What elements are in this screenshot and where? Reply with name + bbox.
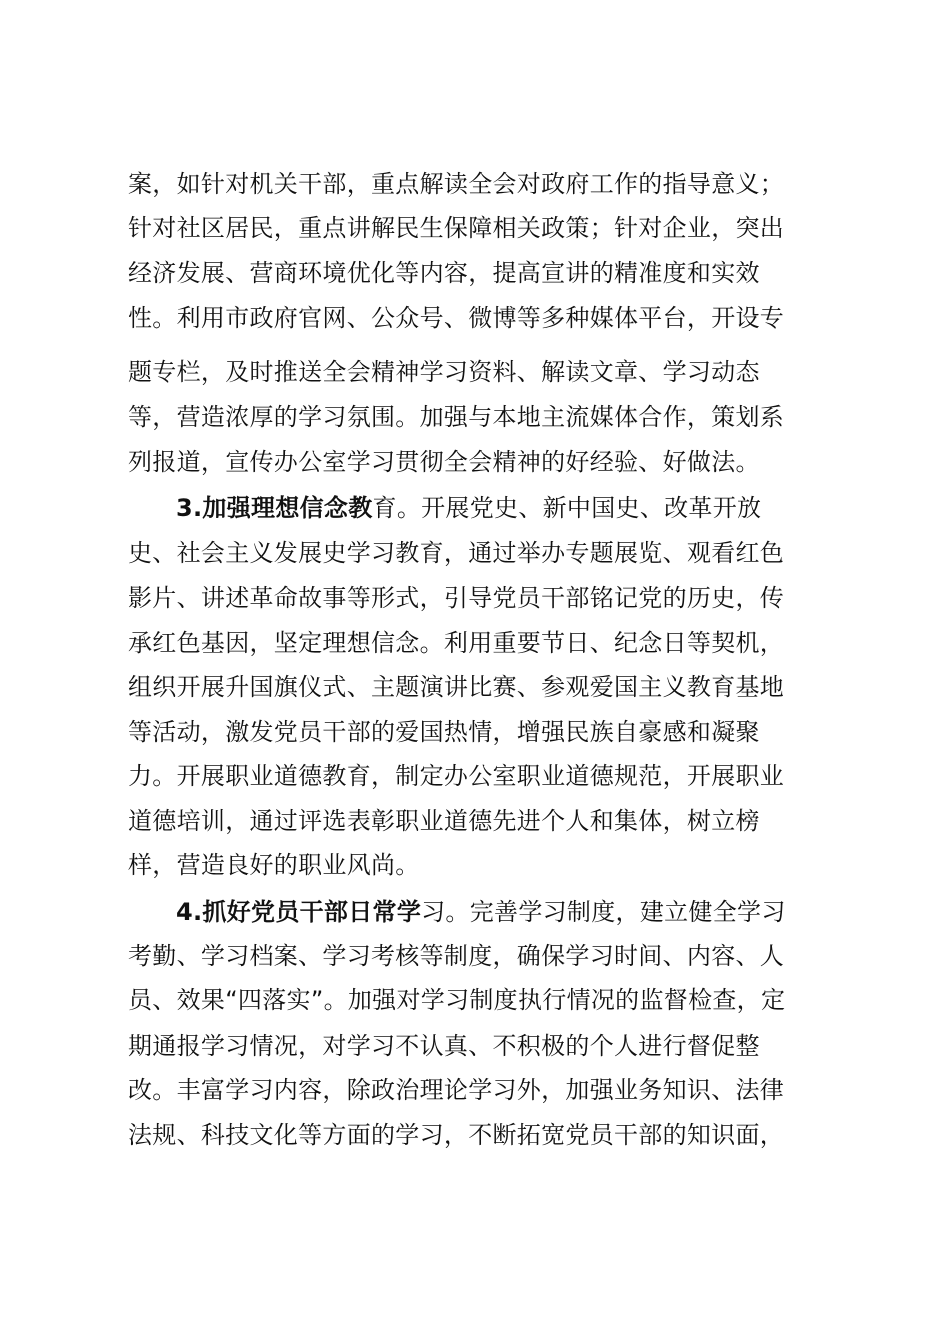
body-text-line: 案，如针对机关干部，重点解读全会对政府工作的指导意义； bbox=[128, 170, 785, 198]
section-4-first-text: 习。完善学习制度，建立健全学习 bbox=[421, 898, 786, 926]
body-text-line: 经济发展、营商环境优化等内容，提高宣讲的精准度和实效 bbox=[128, 259, 760, 287]
section-3-first-text: 育。开展党史、新中国史、改革开放 bbox=[372, 494, 762, 522]
section-4-first-line bbox=[176, 890, 822, 934]
body-text-line: 史、社会主义发展史学习教育，通过举办专题展览、观看红色 bbox=[128, 539, 785, 567]
body-text-line: 样，营造良好的职业风尚。 bbox=[128, 851, 420, 879]
body-text-line: 员、效果“四落实”。加强对学习制度执行情况的监督检查，定 bbox=[128, 986, 786, 1014]
body-text-line: 改。丰富学习内容，除政治理论学习外，加强业务知识、法律 bbox=[128, 1076, 785, 1104]
body-text-line: 组织开展升国旗仪式、主题演讲比赛、参观爱国主义教育基地 bbox=[128, 673, 785, 701]
body-text-line: 道德培训，通过评选表彰职业道德先进个人和集体，树立榜 bbox=[128, 807, 760, 835]
section-3-heading: 3.加强理想信念教 bbox=[176, 494, 373, 522]
body-text-line: 题专栏，及时推送全会精神学习资料、解读文章、学习动态 bbox=[128, 358, 760, 386]
body-text-line: 影片、讲述革命故事等形式，引导党员干部铭记党的历史，传 bbox=[128, 584, 785, 612]
body-text-line: 列报道，宣传办公室学习贯彻全会精神的好经验、好做法。 bbox=[128, 448, 760, 476]
section-3-first-line bbox=[176, 486, 822, 530]
body-text-line: 考勤、学习档案、学习考核等制度，确保学习时间、内容、人 bbox=[128, 942, 785, 970]
body-text-line: 针对社区居民，重点讲解民生保障相关政策；针对企业，突出 bbox=[128, 214, 785, 242]
body-text-line: 承红色基因，坚定理想信念。利用重要节日、纪念日等契机， bbox=[128, 629, 785, 657]
body-text-line: 期通报学习情况，对学习不认真、不积极的个人进行督促整 bbox=[128, 1032, 760, 1060]
body-text-line: 法规、科技文化等方面的学习，不断拓宽党员干部的知识面， bbox=[128, 1121, 785, 1149]
section-4-heading: 4.抓好党员干部日常学 bbox=[176, 898, 422, 926]
body-text-line: 等，营造浓厚的学习氛围。加强与本地主流媒体合作，策划系 bbox=[128, 403, 785, 431]
body-text-line: 等活动，激发党员干部的爱国热情，增强民族自豪感和凝聚 bbox=[128, 718, 760, 746]
body-text-line: 力。开展职业道德教育，制定办公室职业道德规范，开展职业 bbox=[128, 762, 785, 790]
body-text-line: 性。利用市政府官网、公众号、微博等多种媒体平台，开设专 bbox=[128, 304, 785, 332]
